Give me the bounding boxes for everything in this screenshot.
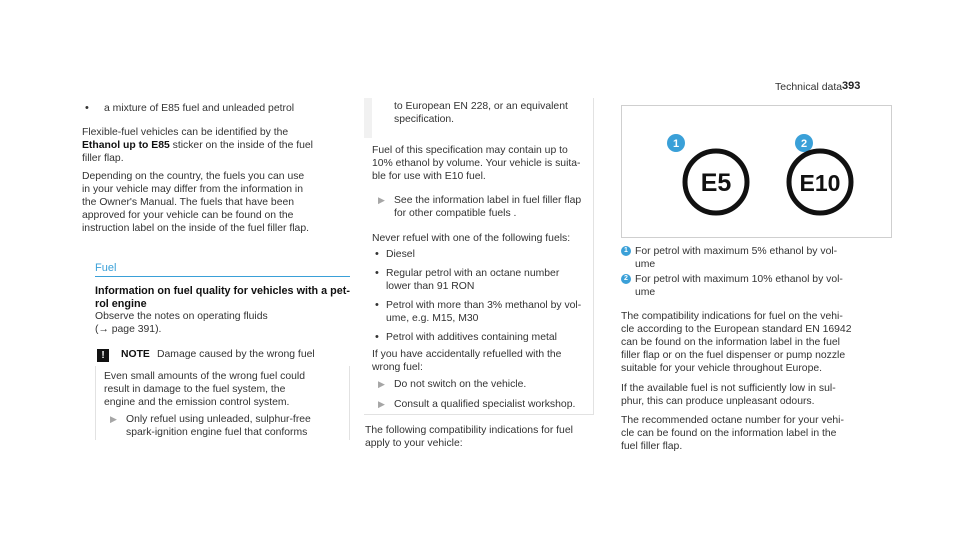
note-body: Even small amounts of the wrong fuel could result in damage to the fuel system, the engine and the emission control system.: [104, 371, 305, 408]
note-header: [95, 348, 350, 368]
fuel-label-figure: [621, 105, 892, 238]
e5-label-text: E5: [700, 169, 732, 197]
callout-badge-2-text: 2: [800, 138, 808, 150]
paragraph-fuel-spec: Fuel of this specification may contain up to 10% ethanol by volume. Your vehicle is suita- ble for use with E10 fuel.: [372, 145, 581, 182]
note-title: Damage caused by the wrong fuel: [157, 349, 315, 360]
note-continued-text: to European EN 228, or an equivalent specification.: [394, 101, 568, 125]
never-refuel-heading: Never refuel with one of the following fuels:: [372, 233, 571, 244]
arrow-right-icon: ▶: [110, 414, 117, 424]
section-divider: [95, 276, 350, 277]
legend-badge-1: 1: [621, 246, 631, 256]
instruction-see-label: ▶ See the information label in fuel filler flap for other compatible fuels .: [378, 195, 582, 219]
arrow-right-icon: ▶: [378, 399, 385, 409]
instruction-dont-switch-on: ▶ Do not switch on the vehicle.: [378, 379, 527, 390]
forbidden-fuels-list: [372, 248, 592, 344]
paragraph-compatibility-intro: The following compatibility indications for fuel apply to your vehicle:: [365, 425, 573, 449]
arrow-right-icon: ▶: [378, 195, 385, 205]
list-item: • Petrol with additives containing metal: [372, 331, 592, 344]
figure-legend: [621, 245, 891, 299]
subheading-fuel-quality: Information on fuel quality for vehicles with a pet- rol engine: [95, 285, 350, 310]
note-instruction: ▶ Only refuel using unleaded, sulphur-free spark-ignition engine fuel that conforms: [110, 414, 311, 438]
legend-badge-2: 2: [621, 274, 631, 284]
section-heading-fuel: Fuel: [95, 262, 117, 274]
callout-badge-1-text: 1: [672, 138, 680, 150]
ethanol-e85-label: Ethanol up to E85: [82, 140, 170, 151]
note-label: NOTE: [121, 349, 150, 360]
paragraph-country-fuels: Depending on the country, the fuels you can use in your vehicle may differ from the information in the Owner's Manual. The fuels that have been approved for your vehicle can be found on the instruction label on the inside of the fuel filler flap.: [82, 171, 309, 234]
paragraph-octane: The recommended octane number for your vehi- cle can be found on the information label in the fuel filler flap.: [621, 415, 844, 452]
page-reference-link[interactable]: (→ page 391).: [95, 324, 162, 335]
observe-notes: Observe the notes on operating fluids (→ page 391).: [95, 310, 350, 336]
instruction-consult-workshop: ▶ Consult a qualified specialist workshop.: [378, 399, 576, 410]
fuel-label-illustration: [622, 106, 893, 239]
arrow-right-icon: ▶: [378, 379, 385, 389]
paragraph-compatibility-indications: The compatibility indications for fuel on the vehi- cle according to the European standard EN 16942 can be found on the information label in the fuel filler flap or on the fuel dispenser or pump nozzle suitable for your vehicle throughout Europe.: [621, 311, 852, 374]
list-item: • Diesel: [372, 248, 592, 261]
bullet-e85-mixture: • a mixture of E85 fuel and unleaded petrol: [82, 102, 352, 115]
e10-label-text: E10: [799, 170, 841, 196]
warning-icon: !: [97, 349, 109, 362]
list-item: • Regular petrol with an octane number lower than 91 RON: [372, 267, 592, 293]
legend-item-2: 2 For petrol with maximum 10% ethanol by vol- ume: [621, 273, 891, 299]
page-number: 393: [842, 80, 861, 92]
paragraph-sulphur: If the available fuel is not sufficiently low in sul- phur, this can produce unpleasant odours.: [621, 383, 836, 407]
paragraph-flexible-fuel: Flexible-fuel vehicles can be identified by the Ethanol up to E85 sticker on the inside of the fuel filler flap.: [82, 127, 313, 164]
paragraph-accidental-refuel: If you have accidentally refuelled with the wrong fuel:: [372, 349, 562, 373]
list-item: • Petrol with more than 3% methanol by vol- ume, e.g. M15, M30: [372, 299, 592, 325]
legend-item-1: 1 For petrol with maximum 5% ethanol by vol- ume: [621, 245, 891, 271]
note-shade: [364, 98, 372, 138]
running-header-title: Technical data: [775, 81, 843, 93]
